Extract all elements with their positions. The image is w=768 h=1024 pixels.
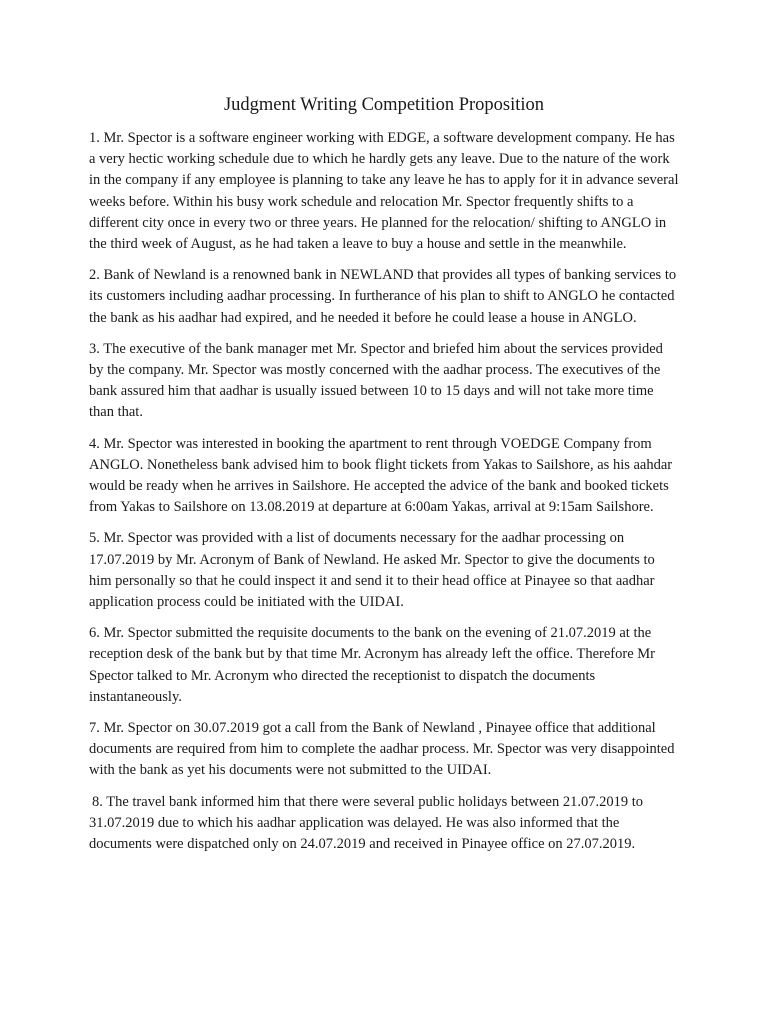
paragraph-1: 1. Mr. Spector is a software engineer working with EDGE, a software development company. He has a very hectic working schedule due to which he hardly gets any leave. Due to the nature of the work in the company if any employee is planning to take any leave he has to apply for it in advance several weeks before. Within his busy work schedule and relocation Mr. Spector frequently shifts to a different city once in every two or three years. He planned for the relocation/ shifting to ANGLO in the third week of August, as he had taken a leave to buy a house and settle in the meanwhile. [89, 130, 679, 253]
paragraph-2: 2. Bank of Newland is a renowned bank in NEWLAND that provides all types of banking services to its customers including aadhar processing. In furtherance of his plan to shift to ANGLO he contacted the bank as his aadhar had expired, and he needed it before he could lease a house in ANGLO. [89, 267, 677, 326]
paragraph-4: 4. Mr. Spector was interested in booking the apartment to rent through VOEDGE Company from ANGLO. Nonetheless bank advised him to book flight tickets from Yakas to Sailshore, as his aahdar would be ready when he arrives in Sailshore. He accepted the advice of the bank and booked tickets from Yakas to Sailshore on 13.08.2019 at departure at 6:00am Yakas, arrival at 9:15am Sailshore. [89, 435, 673, 516]
paragraph-3: 3. The executive of the bank manager met Mr. Spector and briefed him about the services provided by the company. Mr. Spector was mostly concerned with the aadhar process. The executives of the bank assured him that aadhar is usually issued between 10 to 15 days and will not take more time than that. [89, 340, 663, 421]
paragraph-5: 5. Mr. Spector was provided with a list of documents necessary for the aadhar processing on 17.07.2019 by Mr. Acronym of Bank of Newland. He asked Mr. Spector to give the documents to him personally so that he could inspect it and send it to their head office at Pinayee so that aadhar application process could be initiated with the UIDAI. [89, 530, 655, 611]
paragraph-7: 7. Mr. Spector on 30.07.2019 got a call from the Bank of Newland , Pinayee office that additional documents are required from him to complete the aadhar process. Mr. Spector was very disappointed with the bank as yet his documents were not submitted to the UIDAI. [89, 720, 675, 779]
paragraph-8: 8. The travel bank informed him that there were several public holidays between 21.07.2019 to 31.07.2019 due to which his aadhar application was delayed. He was also informed that the documents were dispatched only on 24.07.2019 and received in Pinayee office on 27.07.2019. [89, 793, 643, 853]
document-title: Judgment Writing Competition Proposition [223, 95, 545, 115]
paragraph-6: 6. Mr. Spector submitted the requisite documents to the bank on the evening of 21.07.2019 at the reception desk of the bank but by that time Mr. Acronym has already left the office. Therefore Mr Spector talked to Mr. Acronym who directed the receptionist to dispatch the documents instantaneously. [89, 625, 655, 705]
document-page [89, 92, 679, 865]
